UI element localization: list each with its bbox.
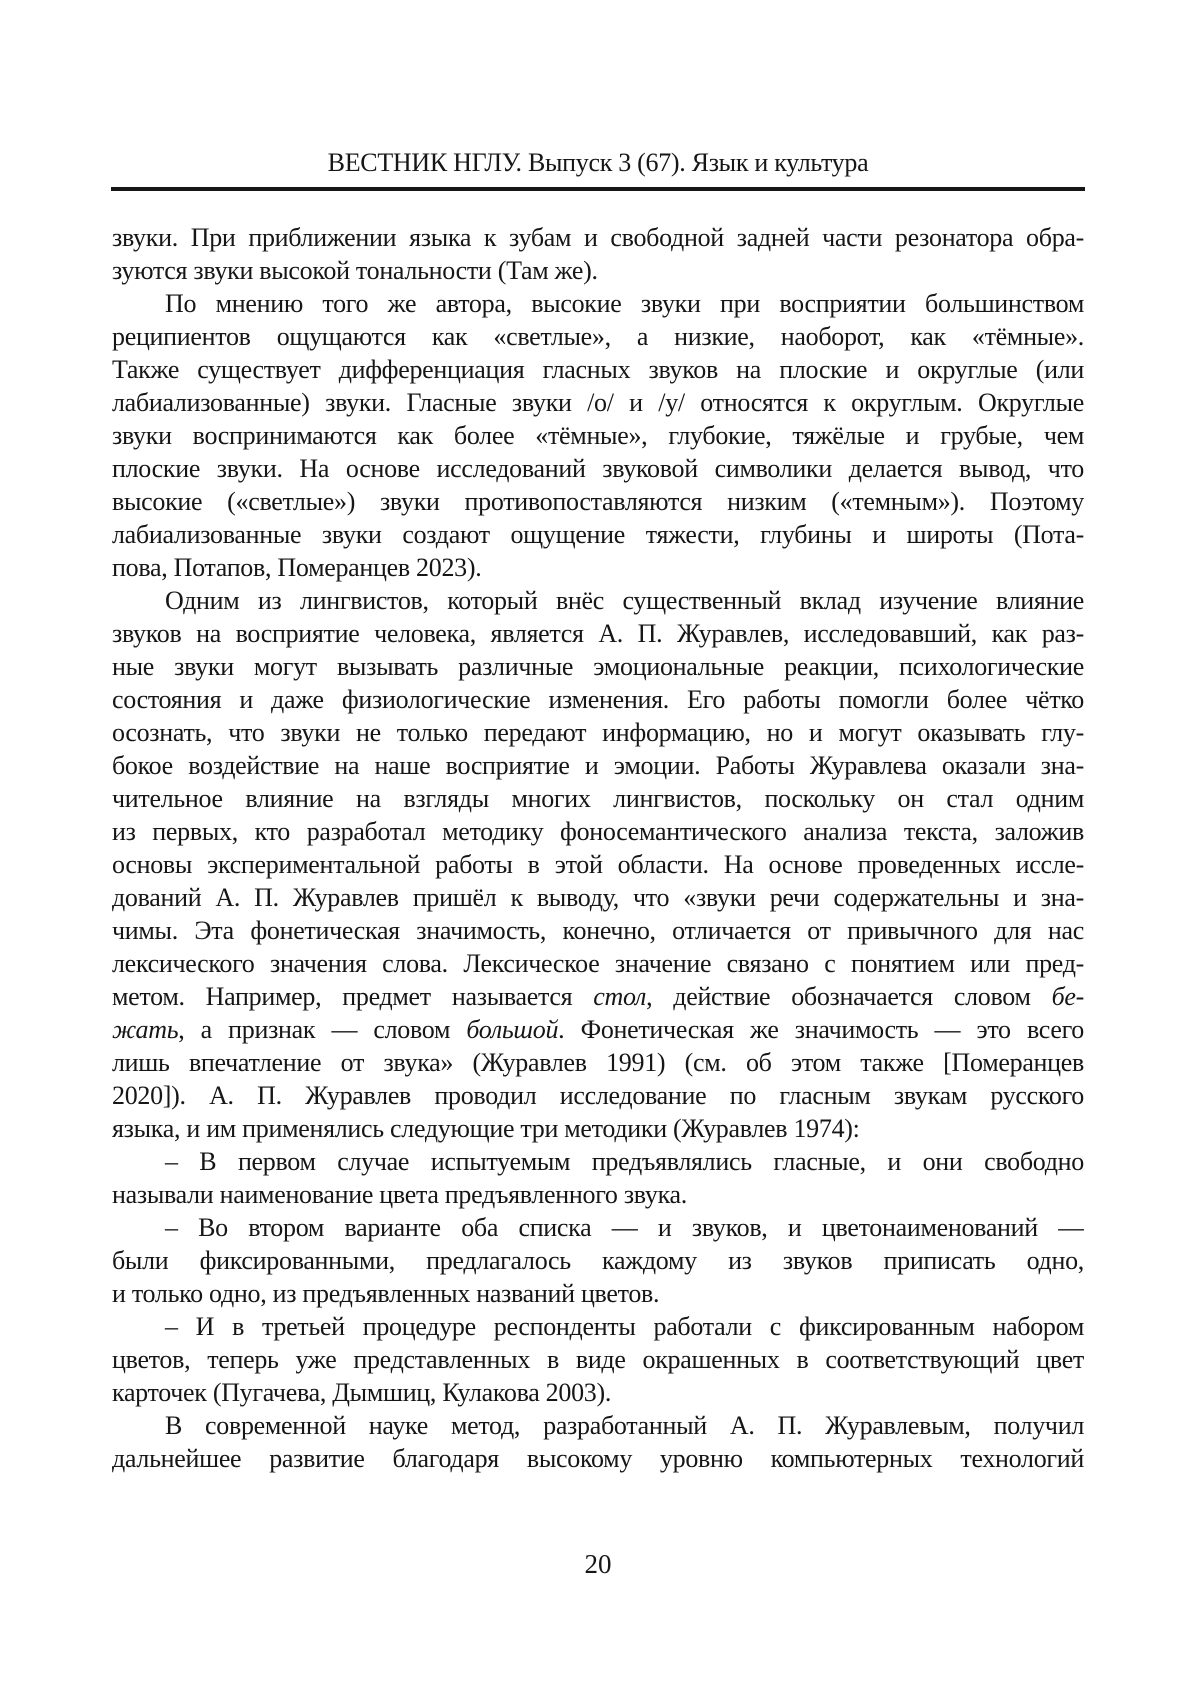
text-run: дований А. П. Журавлев пришёл к выводу, что «звуки речи содержательны и зна-	[112, 883, 1084, 912]
paragraph	[112, 1409, 1084, 1475]
text-line	[112, 617, 1084, 650]
text-line	[112, 1013, 1084, 1046]
paragraph	[112, 1211, 1084, 1310]
text-line	[112, 782, 1084, 815]
text-line	[112, 584, 1084, 617]
text-run: бокое воздействие на наше восприятие и эмоции. Работы Журавлева оказали зна-	[112, 751, 1084, 780]
text-line	[112, 221, 1084, 254]
text-line	[112, 1244, 1084, 1277]
text-line	[112, 1145, 1084, 1178]
text-line	[112, 287, 1084, 320]
page-number: 20	[584, 1549, 612, 1579]
text-run: 2020]). А. П. Журавлев проводил исследование по гласным звукам русского	[112, 1081, 1084, 1110]
paragraph	[112, 287, 1084, 584]
text-line	[112, 1376, 1084, 1409]
text-run: высокие («светлые») звуки противопоставляются низким («темным»). Поэтому	[112, 487, 1084, 516]
text-line	[112, 254, 1084, 287]
text-line	[112, 1310, 1084, 1343]
text-run: – В первом случае испытуемым предъявлялись гласные, и они свободно	[165, 1147, 1084, 1176]
italic-text-run: стол	[593, 982, 647, 1011]
text-run: называли наименование цвета предъявленного звука.	[112, 1180, 687, 1209]
text-run: дальнейшее развитие благодаря высокому уровню компьютерных технологий	[112, 1444, 1084, 1473]
paragraph	[112, 584, 1084, 1145]
text-run: чимы. Эта фонетическая значимость, конечно, отличается от привычного для нас	[112, 916, 1084, 945]
text-line	[112, 1079, 1084, 1112]
text-line	[112, 749, 1084, 782]
text-line	[112, 980, 1084, 1013]
text-run: осознать, что звуки не только передают информацию, но и могут оказывать глу-	[112, 718, 1084, 747]
text-run: – И в третьей процедуре респонденты работали с фиксированным набором	[165, 1312, 1084, 1341]
italic-text-run: бе-	[1051, 982, 1084, 1011]
text-run: языка, и им применялись следующие три методики (Журавлев 1974):	[112, 1114, 860, 1143]
text-line	[112, 848, 1084, 881]
text-run: пова, Потапов, Померанцев 2023).	[112, 553, 482, 582]
text-run: , а признак — словом	[178, 1015, 467, 1044]
text-line	[112, 386, 1084, 419]
text-line	[112, 1277, 1084, 1310]
text-line	[112, 815, 1084, 848]
header-rule	[111, 187, 1085, 191]
text-line	[112, 452, 1084, 485]
text-run: цветов, теперь уже представленных в виде окрашенных в соответствующий цвет	[112, 1345, 1084, 1374]
text-run: лишь впечатление от звука» (Журавлев 1991) (см. об этом также [Померанцев	[112, 1048, 1084, 1077]
text-line	[112, 1343, 1084, 1376]
text-run: зуются звуки высокой тональности (Там же).	[112, 256, 598, 285]
text-run: и только одно, из предъявленных названий цветов.	[112, 1279, 660, 1308]
text-run: По мнению того же автора, высокие звуки при восприятии большинством	[165, 289, 1084, 318]
text-run: В современной науке метод, разработанный А. П. Журавлевым, получил	[165, 1411, 1084, 1440]
text-run: лексического значения слова. Лексическое значение связано с понятием или пред-	[112, 949, 1084, 978]
text-run: Одним из лингвистов, который внёс существенный вклад изучение влияние	[165, 586, 1084, 615]
running-head: ВЕСТНИК НГЛУ. Выпуск 3 (67). Язык и культура	[327, 148, 869, 177]
paragraph	[112, 1145, 1084, 1211]
text-run: звуки. При приближении языка к зубам и свободной задней части резонатора обра-	[112, 223, 1084, 252]
text-run: лабиализованные звуки создают ощущение тяжести, глубины и широты (Пота-	[112, 520, 1084, 549]
text-line	[112, 716, 1084, 749]
text-line	[112, 1442, 1084, 1475]
article-body	[112, 221, 1084, 1475]
text-line	[112, 881, 1084, 914]
text-line	[112, 320, 1084, 353]
italic-text-run: большой	[466, 1015, 559, 1044]
text-line	[112, 650, 1084, 683]
text-line	[112, 1178, 1084, 1211]
text-line	[112, 947, 1084, 980]
text-line	[112, 551, 1084, 584]
text-run: лабиализованные) звуки. Гласные звуки /о/ и /у/ относятся к округлым. Округлые	[112, 388, 1084, 417]
paragraph	[112, 221, 1084, 287]
text-run: состояния и даже физиологические изменения. Его работы помогли более чётко	[112, 685, 1084, 714]
text-run: . Фонетическая же значимость — это всего	[558, 1015, 1084, 1044]
text-line	[112, 914, 1084, 947]
text-line	[112, 485, 1084, 518]
paragraph	[112, 1310, 1084, 1409]
text-line	[112, 1046, 1084, 1079]
text-line	[112, 419, 1084, 452]
text-line	[112, 683, 1084, 716]
italic-text-run: жать	[112, 1015, 179, 1044]
text-line	[112, 518, 1084, 551]
text-line	[112, 1211, 1084, 1244]
text-run: звуки воспринимаются как более «тёмные», глубокие, тяжёлые и грубые, чем	[112, 421, 1084, 450]
text-run: плоские звуки. На основе исследований звуковой символики делается вывод, что	[112, 454, 1084, 483]
text-run: чительное влияние на взгляды многих лингвистов, поскольку он стал одним	[112, 784, 1084, 813]
text-line	[112, 1112, 1084, 1145]
text-run: ные звуки могут вызывать различные эмоциональные реакции, психологические	[112, 652, 1084, 681]
text-run: из первых, кто разработал методику фоносемантического анализа текста, заложив	[112, 817, 1084, 846]
text-run: реципиентов ощущаются как «светлые», а низкие, наоборот, как «тёмные».	[112, 322, 1084, 351]
text-line	[112, 1409, 1084, 1442]
text-run: основы экспериментальной работы в этой области. На основе проведенных иссле-	[112, 850, 1084, 879]
text-run: метом. Например, предмет называется	[112, 982, 594, 1011]
text-run: , действие обозначается словом	[646, 982, 1052, 1011]
text-line	[112, 353, 1084, 386]
text-run: Также существует дифференциация гласных звуков на плоские и округлые (или	[112, 355, 1084, 384]
text-run: – Во втором варианте оба списка — и звуков, и цветонаименований —	[165, 1213, 1084, 1242]
text-run: карточек (Пугачева, Дымшиц, Кулакова 2003).	[112, 1378, 612, 1407]
text-run: были фиксированными, предлагалось каждому из звуков приписать одно,	[112, 1246, 1084, 1275]
text-run: звуков на восприятие человека, является А. П. Журавлев, исследовавший, как раз-	[112, 619, 1084, 648]
